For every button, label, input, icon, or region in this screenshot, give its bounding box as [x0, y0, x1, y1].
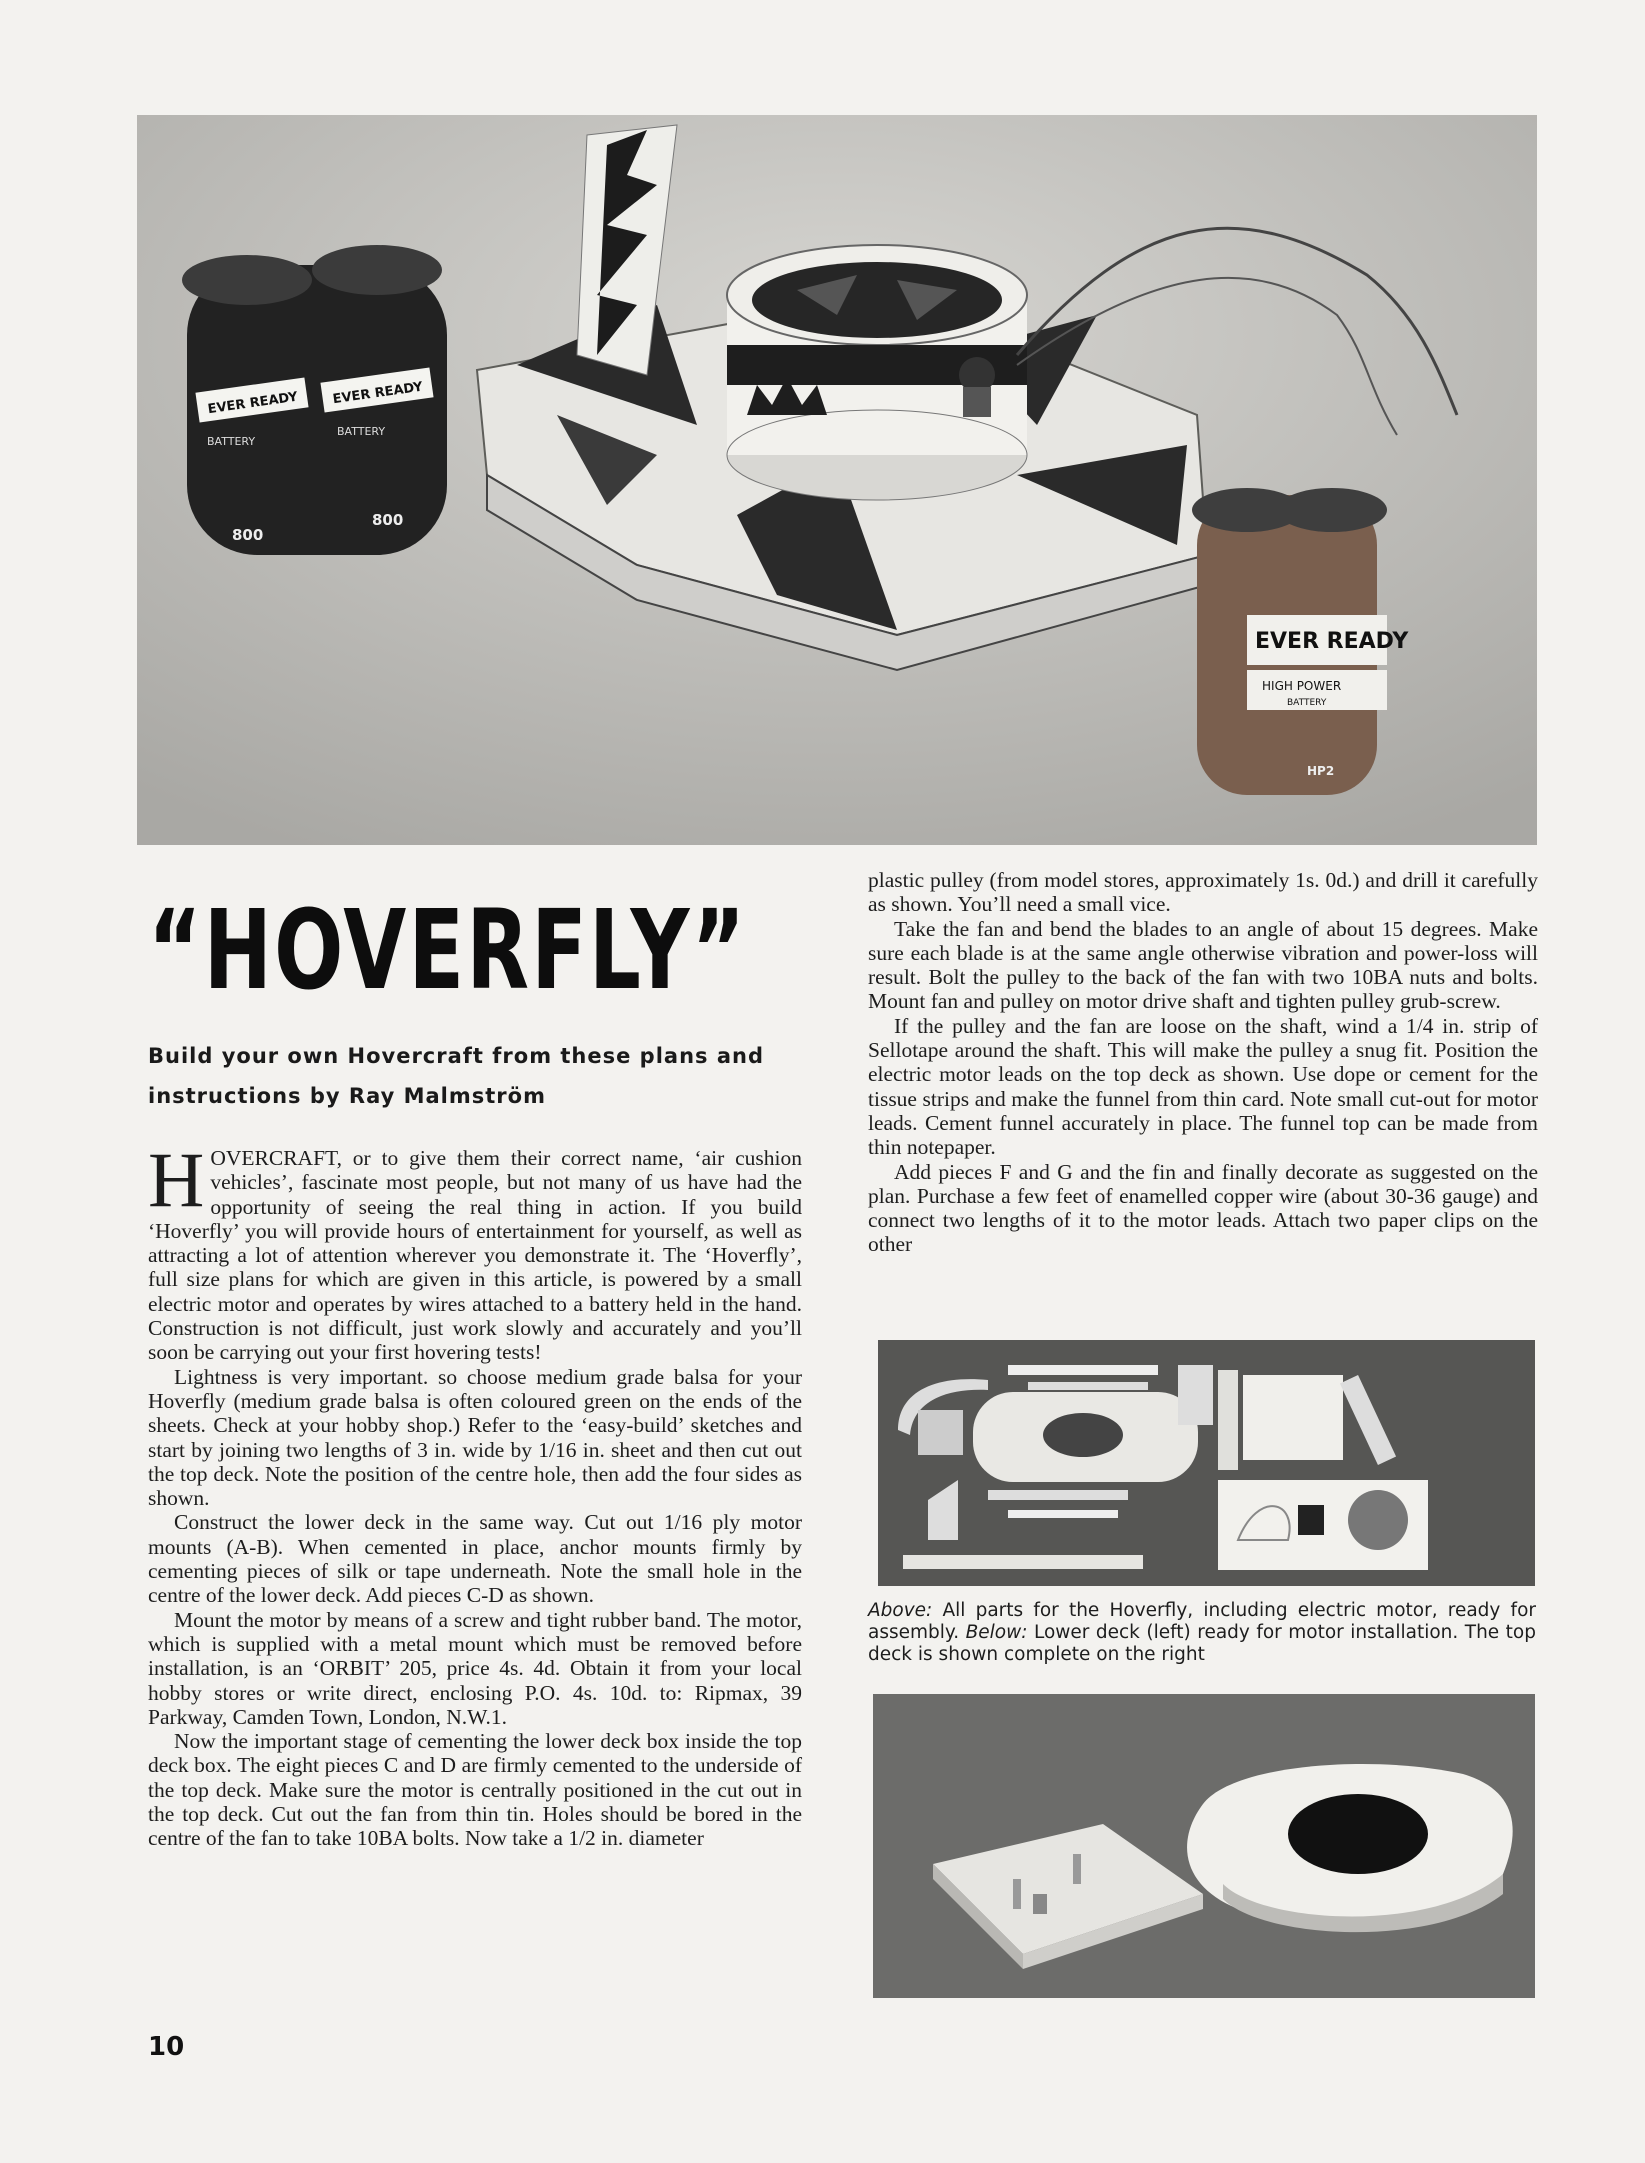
paragraph: plastic pulley (from model stores, approximately 1s. 0d.) and drill it carefully as shown. You’ll need a small vice.	[868, 868, 1538, 917]
caption-above-label: Above:	[868, 1600, 933, 1621]
article-subtitle: Build your own Hovercraft from these plans and instructions by Ray Malmström	[148, 1044, 764, 1108]
top-deck	[1187, 1764, 1513, 1932]
decks-photo	[873, 1694, 1535, 1998]
hoverfly-model-illustration	[137, 115, 1537, 845]
parts-photo	[878, 1340, 1535, 1586]
photo-caption	[868, 1600, 1536, 1666]
battery-label-text: HIGH POWER	[1262, 679, 1342, 693]
decks-illustration	[873, 1694, 1535, 1998]
paragraph: Now the important stage of cementing the lower deck box inside the top deck box. The eight pieces C and D are firmly cemented to the underside of the top deck. Make sure the motor is centrally positioned in the cut out in the top deck. Cut out the fan from thin tin. Holes should be bored in the centre of the fan to take 10BA bolts. Now take a 1/2 in. diameter	[148, 1729, 802, 1851]
paragraph: Add pieces F and G and the fin and finally decorate as suggested on the plan. Purchase a few feet of enamelled copper wire (about 30-36 gauge) and connect two lengths of it to the motor leads. Attach two paper clips on the other	[868, 1159, 1538, 1257]
battery-label-text: BATTERY	[1287, 698, 1327, 708]
paragraph: Construct the lower deck in the same way. Cut out 1/16 ply motor mounts (A-B). When cemented in place, anchor mounts firmly by cementing pieces of silk or tape underneath. Note the small hole in the centre of the lower deck. Add pieces C-D as shown.	[148, 1510, 802, 1608]
battery-left	[182, 245, 447, 555]
battery-label-text: HP2	[1307, 764, 1335, 778]
battery-label-text: BATTERY	[207, 435, 256, 448]
caption-below-text: Lower deck (left) ready for motor installation. The top deck is shown complete on the right	[868, 1622, 1536, 1665]
battery-label-text: 800	[372, 511, 404, 529]
parts-layout-illustration	[878, 1340, 1535, 1586]
paragraph: Mount the motor by means of a screw and tight rubber band. The motor, which is supplied with a metal mount which must be removed before installation, is an ‘ORBIT’ 205, price 4s. 4d. Obtain it from your local hobby stores or write direct, enclosing P.O. 4s. 10d. to: Ripmax, 39 Parkway, Camden Town, London, N.W.1.	[148, 1607, 802, 1729]
hero-photo	[137, 115, 1537, 845]
page-number: 10	[148, 2032, 185, 2062]
article-title	[148, 880, 788, 1020]
battery-label-text: EVER READY	[331, 379, 424, 408]
left-column	[148, 1136, 802, 1851]
drop-cap: H	[148, 1136, 205, 1223]
paragraph: Take the fan and bend the blades to an angle of about 15 degrees. Make sure each blade is at the same angle otherwise vibration and power-loss will result. Bolt the pulley to the back of the fan with two 10BA nuts and bolts. Mount fan and pulley on motor drive shaft and tighten pulley grub-screw.	[868, 916, 1538, 1014]
right-column	[868, 868, 1538, 1257]
paragraph	[148, 1136, 802, 1365]
caption-above-text: All parts for the Hoverfly, including electric motor, ready for assembly.	[868, 1600, 1536, 1643]
battery-label-text: 800	[232, 526, 264, 544]
battery-label-text: EVER READY	[206, 389, 299, 418]
paragraph: Lightness is very important. so choose medium grade balsa for your Hoverfly (medium grade balsa is often coloured green on the ends of the sheets. Check at your hobby shop.) Refer to the ‘easy-build’ sketches and start by joining two lengths of 3 in. wide by 1/16 in. sheet and then cut out the top deck. Note the position of the centre hole, then add the four sides as shown.	[148, 1364, 802, 1511]
battery-label-text: BATTERY	[337, 425, 386, 438]
article-title-text: “HOVERFLY”	[148, 886, 748, 1014]
paragraph-text: OVERCRAFT, or to give them their correct name, ‘air cushion vehicles’, fascinate most people, but not many of us have had the opportunity of seeing the real thing in action. If you build ‘Hoverfly’ you will provide hours of entertainment for yourself, as well as attracting a lot of attention wherever you demonstrate it. The ‘Hoverfly’, full size plans for which are given in this article, is powered by a small electric motor and operates by wires attached to a battery held in the hand. Construction is not difficult, just work slowly and accurately and you’ll soon be carrying out your first hovering tests!	[148, 1146, 802, 1365]
battery-label-text: EVER READY	[1255, 629, 1409, 654]
paragraph: If the pulley and the fan are loose on the shaft, wind a 1/4 in. strip of Sellotape around the shaft. This will make the pulley a snug fit. Position the electric motor leads on the top deck as shown. Use dope or cement for the tissue strips and make the funnel from thin card. Note small cut-out for motor leads. Cement funnel accurately in place. The funnel top can be made from thin notepaper.	[868, 1013, 1538, 1160]
caption-below-label: Below:	[965, 1622, 1028, 1643]
